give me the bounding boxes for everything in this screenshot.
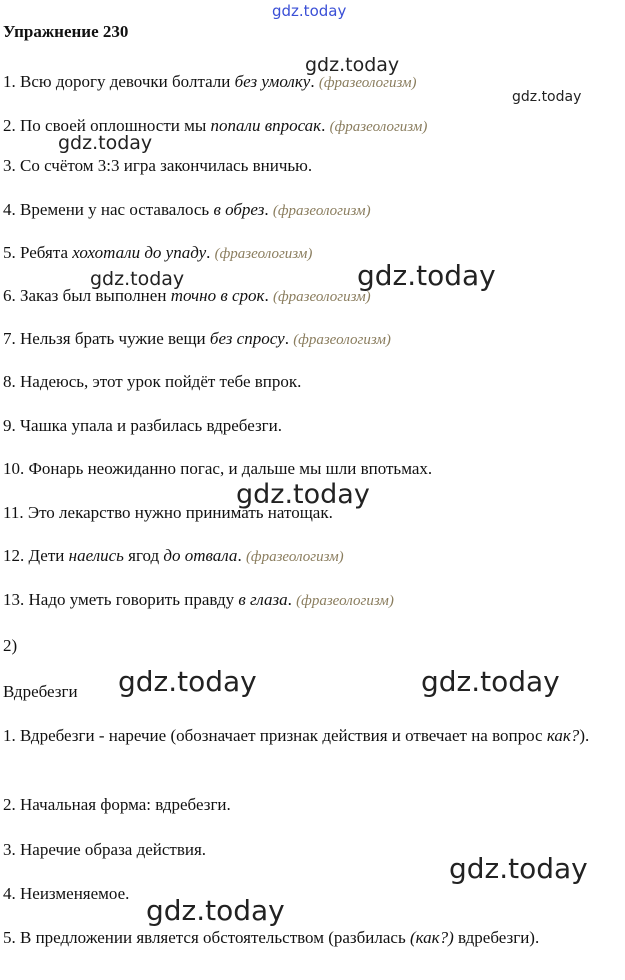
- phraseologism-note: (фразеологизм): [272, 203, 371, 219]
- sentence-11: 11. Это лекарство нужно принимать натощак.: [3, 503, 333, 522]
- sentence-9: 9. Чашка упала и разбилась вдребезги.: [3, 416, 282, 435]
- watermark: gdz.today: [118, 665, 257, 698]
- watermark-top: gdz.today: [272, 2, 347, 20]
- watermark: gdz.today: [305, 54, 400, 76]
- analysis-point-4: 4. Неизменяемое.: [3, 884, 130, 903]
- phraseologism-note: (фразеологизм): [272, 289, 371, 305]
- sentence-4: 4. Времени у нас оставалось в обрез. (фразеологизм): [3, 200, 371, 219]
- analyzed-word: Вдребезги: [3, 682, 78, 701]
- watermark: gdz.today: [421, 665, 560, 698]
- sentence-5: 5. Ребята хохотали до упаду. (фразеологизм): [3, 243, 313, 262]
- sentence-6: 6. Заказ был выполнен точно в срок. (фразеологизм): [3, 286, 371, 305]
- sentence-8: 8. Надеюсь, этот урок пойдёт тебе впрок.: [3, 372, 302, 391]
- sentence-1: 1. Всю дорогу девочки болтали без умолку. (фразеологизм): [3, 72, 417, 91]
- watermark: gdz.today: [449, 852, 588, 885]
- watermark: gdz.today: [357, 259, 496, 292]
- sentence-7: 7. Нельзя брать чужие вещи без спросу. (фразеологизм): [3, 329, 391, 348]
- analysis-point-3: 3. Наречие образа действия.: [3, 840, 207, 859]
- phraseologism-note: (фразеологизм): [214, 246, 313, 262]
- phraseologism-note: (фразеологизм): [318, 75, 417, 91]
- page-title: Упражнение 230: [3, 22, 129, 41]
- watermark: gdz.today: [146, 894, 285, 927]
- phraseologism-note: (фразеологизм): [329, 119, 428, 135]
- sentence-12: 12. Дети наелись ягод до отвала. (фразеологизм): [3, 546, 344, 565]
- sentence-2: 2. По своей оплошности мы попали впросак. (фразеологизм): [3, 116, 428, 135]
- sentence-13: 13. Надо уметь говорить правду в глаза. (фразеологизм): [3, 590, 394, 609]
- sentence-10: 10. Фонарь неожиданно погас, и дальше мы шли впотьмах.: [3, 459, 433, 478]
- watermark: gdz.today: [236, 479, 370, 510]
- watermark: gdz.today: [58, 132, 153, 154]
- phraseologism-note: (фразеологизм): [245, 549, 344, 565]
- phraseologism-note: (фразеологизм): [296, 593, 394, 609]
- analysis-point-5: 5. В предложении является обстоятельством (разбилась (как?) вдребезги).: [3, 928, 540, 947]
- section-number: 2): [3, 636, 18, 655]
- analysis-point-1: 1. Вдребезги - наречие (обозначает признак действия и отвечает на вопрос как?).: [3, 726, 590, 745]
- sentence-3: 3. Со счётом 3:3 игра закончилась вничью.: [3, 156, 313, 175]
- analysis-point-2: 2. Начальная форма: вдребезги.: [3, 795, 231, 814]
- watermark: gdz.today: [512, 89, 582, 105]
- watermark: gdz.today: [90, 268, 185, 290]
- phraseologism-note: (фразеологизм): [293, 332, 391, 348]
